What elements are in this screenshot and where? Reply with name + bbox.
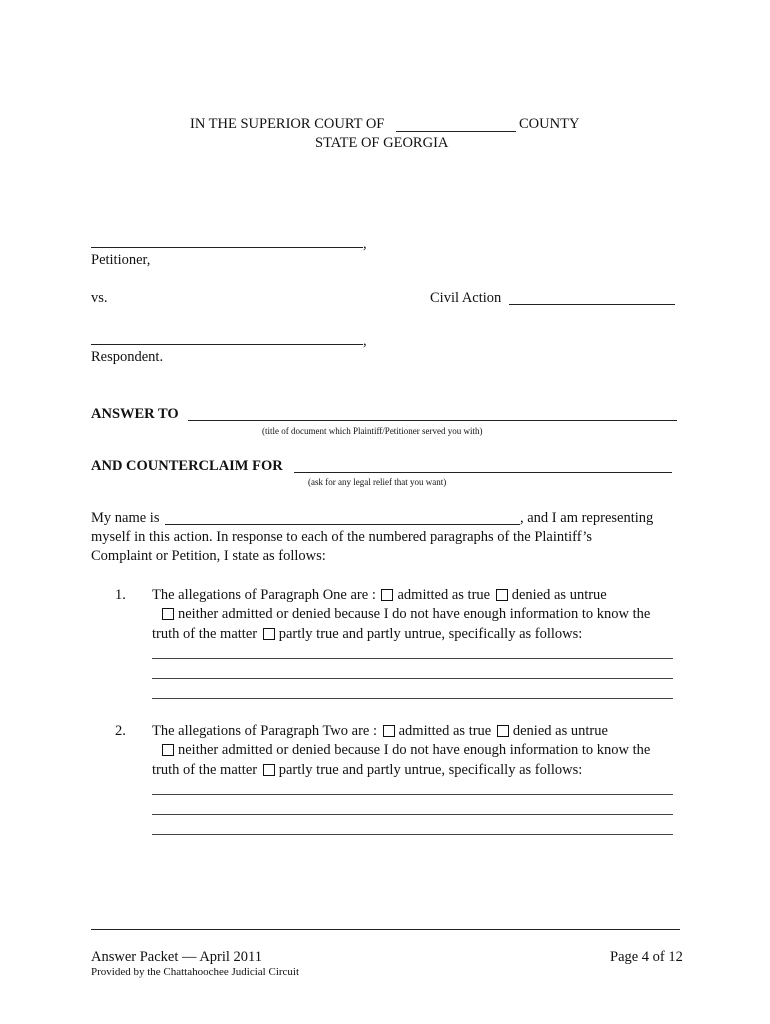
paragraph-1-number: 1. [115, 587, 126, 603]
respondent-label: Respondent. [91, 349, 164, 365]
footer-provided-by: Provided by the Chattahoochee Judicial Circuit [91, 966, 300, 978]
paragraph-2-answer-line[interactable] [152, 814, 673, 815]
my-name-is-label: My name is [91, 510, 160, 526]
partly-label: partly true and partly untrue, specifically as follows: [278, 762, 583, 778]
petitioner-label: Petitioner, [91, 252, 151, 268]
paragraph-2-intro: The allegations of Paragraph Two are : [152, 723, 377, 739]
court-prefix: IN THE SUPERIOR COURT OF [190, 116, 385, 132]
counterclaim-blank[interactable] [294, 472, 672, 473]
counterclaim-hint: (ask for any legal relief that you want) [308, 477, 447, 487]
paragraph-2-line-3 [152, 762, 582, 779]
admitted-checkbox[interactable] [381, 589, 393, 601]
paragraph-1-answer-line[interactable] [152, 698, 673, 699]
paragraph-2-number: 2. [115, 723, 126, 739]
court-suffix: COUNTY [519, 116, 580, 132]
court-header-line [190, 116, 384, 133]
answer-to-hint: (title of document which Plaintiff/Petitioner served you with) [262, 426, 483, 436]
paragraph-1-answer-line[interactable] [152, 678, 673, 679]
neither-checkbox[interactable] [162, 744, 174, 756]
truth-label: truth of the matter [152, 762, 258, 778]
paragraph-1-answer-line[interactable] [152, 658, 673, 659]
partly-label: partly true and partly untrue, specifically as follows: [278, 626, 583, 642]
vs-label: vs. [91, 290, 108, 306]
state-title: STATE OF GEORGIA [315, 135, 449, 151]
denied-checkbox[interactable] [497, 725, 509, 737]
truth-label: truth of the matter [152, 626, 258, 642]
admitted-checkbox[interactable] [383, 725, 395, 737]
paragraph-2-line-1 [152, 723, 608, 740]
statement-line-2: myself in this action. In response to each of the numbered paragraphs of the Plaintiff’s [91, 529, 593, 545]
paragraph-2-answer-line[interactable] [152, 834, 673, 835]
neither-checkbox[interactable] [162, 608, 174, 620]
admitted-label: admitted as true [398, 723, 492, 739]
neither-label: neither admitted or denied because I do not have enough information to know the [178, 606, 651, 622]
petitioner-name-blank[interactable] [91, 247, 363, 248]
county-blank[interactable] [396, 131, 516, 132]
paragraph-1-line-1 [152, 587, 607, 604]
paragraph-1-line-3 [152, 626, 582, 643]
admitted-label: admitted as true [397, 587, 491, 603]
footer-page-number: Page 4 of 12 [610, 949, 683, 965]
paragraph-1-intro: The allegations of Paragraph One are : [152, 587, 376, 603]
respondent-comma: , [363, 333, 367, 349]
counterclaim-label: AND COUNTERCLAIM FOR [91, 458, 283, 474]
statement-line-3: Complaint or Petition, I state as follows: [91, 548, 326, 564]
denied-label: denied as untrue [511, 587, 607, 603]
answer-to-label: ANSWER TO [91, 406, 179, 422]
petitioner-comma: , [363, 236, 367, 252]
footer-packet: Answer Packet — April 2011 [91, 949, 263, 965]
partly-checkbox[interactable] [263, 628, 275, 640]
answer-to-blank[interactable] [188, 420, 677, 421]
paragraph-2-line-2 [160, 742, 650, 759]
civil-action-label: Civil Action [430, 290, 502, 306]
denied-checkbox[interactable] [496, 589, 508, 601]
paragraph-2-answer-line[interactable] [152, 794, 673, 795]
respondent-name-blank[interactable] [91, 344, 363, 345]
neither-label: neither admitted or denied because I do not have enough information to know the [178, 742, 651, 758]
footer-divider [91, 929, 680, 930]
denied-label: denied as untrue [512, 723, 608, 739]
my-name-blank[interactable] [165, 524, 520, 525]
representing-text: , and I am representing [520, 510, 654, 526]
partly-checkbox[interactable] [263, 764, 275, 776]
paragraph-1-line-2 [160, 606, 650, 623]
civil-action-number-blank[interactable] [509, 304, 675, 305]
